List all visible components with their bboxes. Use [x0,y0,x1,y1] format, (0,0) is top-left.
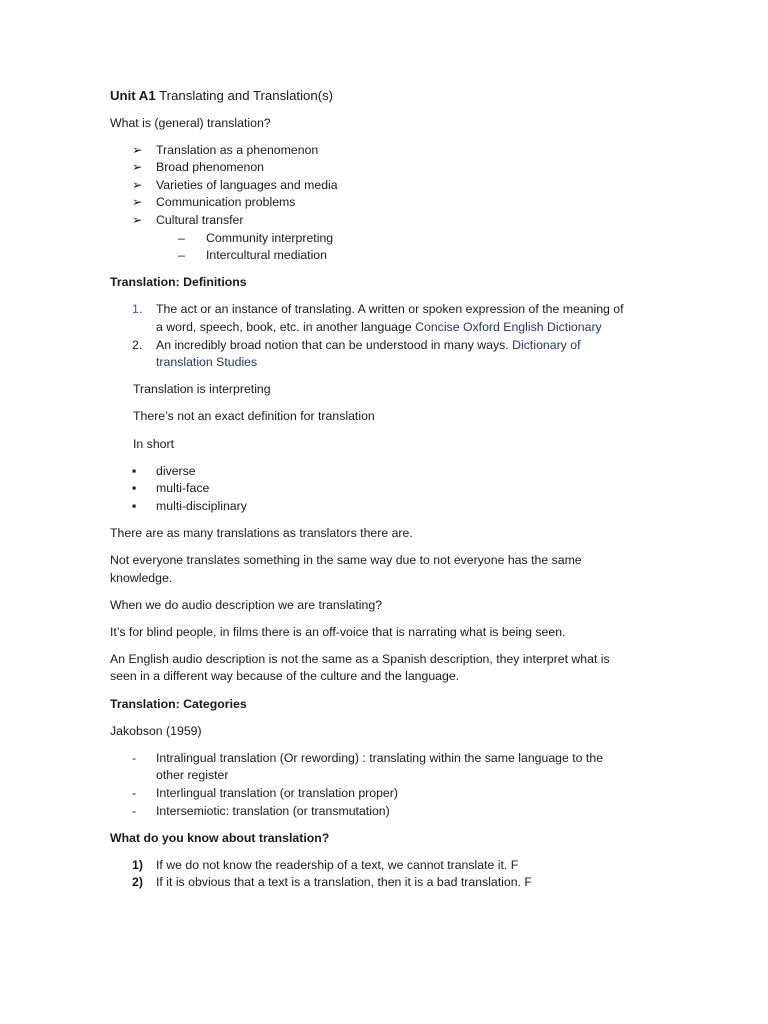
list-item: ➢ Cultural transfer [110,212,670,230]
paragraph: An English audio description is not the same as a Spanish description, they interpret what is seen in a different way because of the culture and the language. [110,651,610,684]
categories-heading: Translation: Categories [110,696,247,711]
square-bullet-icon: ▪ [132,481,137,496]
short-list [110,463,670,516]
arrow-bullet-icon: ➢ [132,177,143,192]
dictionary-source: Concise Oxford English Dictionary [415,320,602,335]
statement-item: 1) If we do not know the readership of a text, we cannot translate it. F [110,857,670,875]
arrow-bullet-icon: ➢ [132,213,143,228]
dictionary-source: Dictionary of [512,337,581,352]
definition-item: 2. An incredibly broad notion that can be understood in many ways. Dictionary of translation Studies [132,337,581,370]
unit-label: Unit A1 [110,88,156,103]
definitions-heading: Translation: Definitions [110,275,247,290]
definitions-list [110,301,670,371]
paragraph: Not everyone translates something in the same way due to not everyone has the same knowledge. [110,552,582,585]
statements-list [110,857,670,892]
hyphen-bullet-icon: - [132,750,137,765]
interpreting-note: Translation is interpreting [133,382,271,397]
sub-list-item: – Community interpreting [110,230,670,248]
category-item: - Intralingual translation (Or rewording) : translating within the same language to the other register [132,750,604,783]
statement-number: 2) [132,875,143,890]
dash-bullet-icon: – [178,230,185,245]
definition-number: 1. [132,302,143,317]
unit-title [110,87,670,105]
unit-title-text: Translating and Translation(s) [159,88,334,103]
list-item: ▪ multi-face [110,480,670,498]
hyphen-bullet-icon: - [132,785,137,800]
square-bullet-icon: ▪ [132,498,137,513]
exact-definition-note: There’s not an exact definition for translation [133,409,375,424]
dictionary-source-cont: translation Studies [156,355,258,370]
paragraph: When we do audio description we are translating? [110,597,383,612]
statement-number: 1) [132,857,143,872]
categories-list [110,750,670,820]
list-item: ➢ Varieties of languages and media [110,177,670,195]
jakobson-reference: Jakobson (1959) [110,723,202,738]
arrow-bullet-icon: ➢ [132,160,143,175]
list-item: ▪ multi-disciplinary [110,498,670,516]
list-item: ➢ Translation as a phenomenon [110,142,670,160]
arrow-bullet-icon: ➢ [132,195,143,210]
paragraph: There are as many translations as translators there are. [110,525,413,540]
document-page [110,87,670,892]
in-short-label: In short [133,436,175,451]
paragraph: It’s for blind people, in films there is an off-voice that is narrating what is being seen. [110,624,566,639]
knowledge-question-heading: What do you know about translation? [110,830,330,845]
category-item: - Intersemiotic: translation (or transmutation) [110,803,670,821]
list-item: ➢ Broad phenomenon [110,159,670,177]
statement-item: 2) If it is obvious that a text is a translation, then it is a bad translation. F [110,874,670,892]
definition-number: 2. [132,337,143,352]
phenomenon-list [110,142,670,265]
category-item: - Interlingual translation (or translation proper) [110,785,670,803]
definition-item: 1. The act or an instance of translating. A written or spoken expression of the meaning of a word, speech, book, etc. in another language Concise Oxford English Dictionary [132,302,624,335]
question-general-translation: What is (general) translation? [110,115,271,130]
list-item: ➢ Communication problems [110,194,670,212]
square-bullet-icon: ▪ [132,463,137,478]
dash-bullet-icon: – [178,248,185,263]
hyphen-bullet-icon: - [132,803,137,818]
sub-list-item: – Intercultural mediation [110,247,670,265]
list-item: ▪ diverse [110,463,670,481]
arrow-bullet-icon: ➢ [132,142,143,157]
